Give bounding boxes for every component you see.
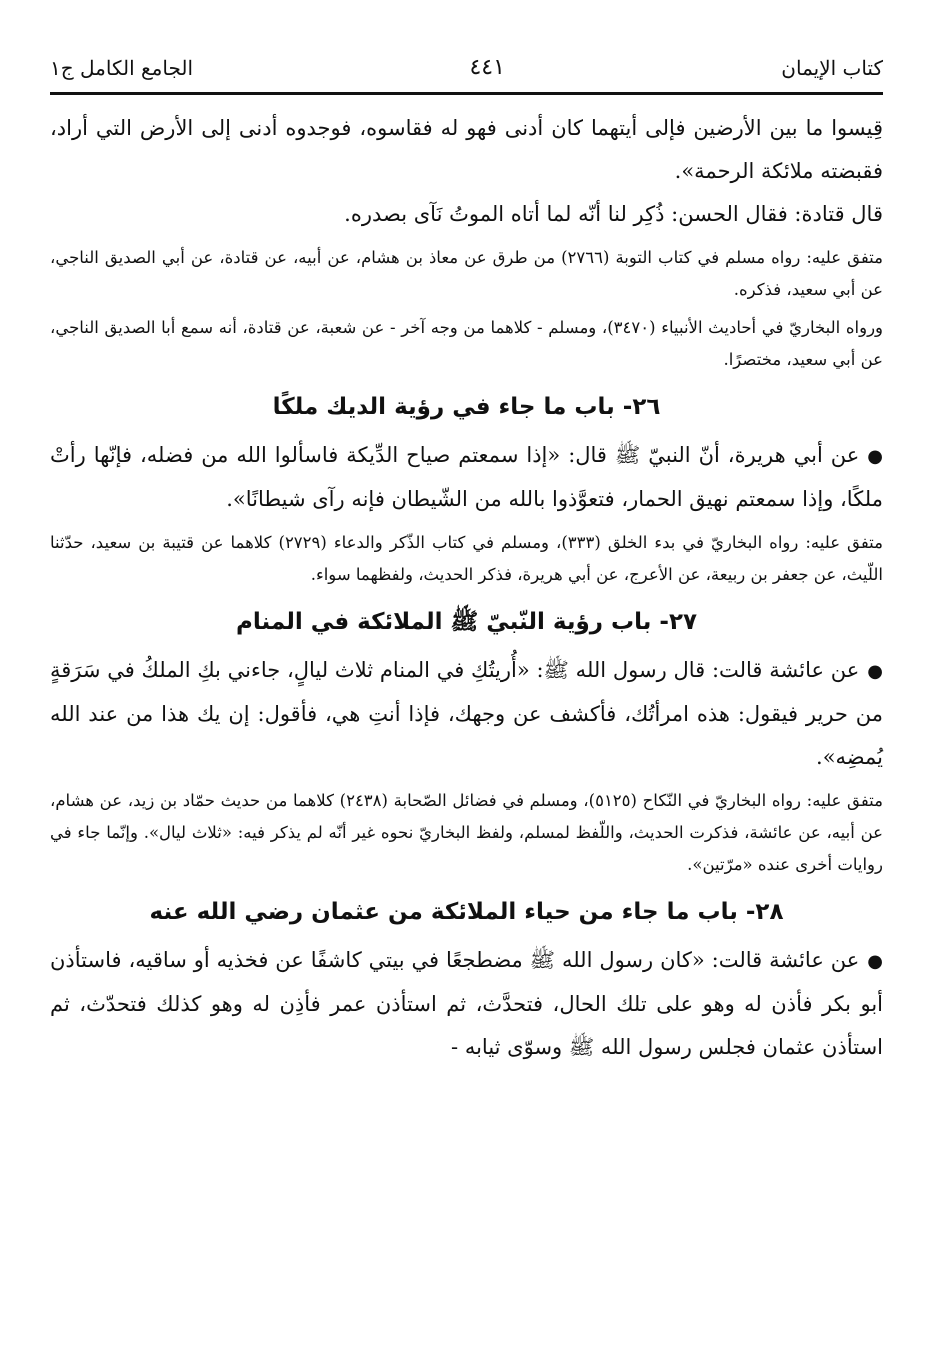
bullet-icon: ● [867, 446, 883, 467]
qatada-remark: قال قتادة: فقال الحسن: ذُكِر لنا أنّه لما أتاه الموتُ نَآى بصدره. [344, 202, 883, 226]
hadith-text: عن أبي هريرة، أنّ النبيّ ﷺ قال: «إذا سمعتم صياح الدِّيكة فاسألوا الله من فضله، فإنّها رأتْ ملكًا، وإذا سمعتم نهيق الحمار، فتعوَّذوا بالله من الشّيطان فإنه رآى شيطانًا». [50, 443, 883, 511]
chapter-heading-27: ٢٧- باب رؤية النّبيّ ﷺ الملائكة في المنام [235, 609, 698, 635]
book-title: كتاب الإيمان [781, 56, 883, 80]
hadith-text: عن عائشة قالت: «كان رسول الله ﷺ مضطجعًا في بيتي كاشفًا عن فخذيه أو ساقيه، فاستأذن أبو بكر فأذن له وهو على تلك الحال، فتحدَّث، ثم استأذن عمر فأذِن له وهو كذلك فتحدّث، ثم استأذن عثمان فجلس رسول الله ﷺ وسوّى ثيابه - [50, 948, 883, 1059]
takhrij-note: متفق عليه: رواه مسلم في كتاب التوبة (٢٧٦٦) من طرق عن معاذ بن هشام، عن أبيه، عن قتادة، عن أبي الصديق الناجي، عن أبي سعيد، فذكره. [50, 248, 883, 299]
hadith-paragraph [50, 939, 883, 1069]
takhrij-note: متفق عليه: رواه البخاريّ في النّكاح (٥١٢٥)، ومسلم في فضائل الصّحابة (٢٤٣٨) كلاهما من حديث حمّاد بن زيد، عن هشام، عن أبيه، عن عائشة، فذكرت الحديث، واللّفظ لمسلم، ولفظ البخاريّ نحوه غير أنّه لم يذكر فيه: «ثلاث ليال». وإنّما جاء في روايات أخرى عنده «مرّتين». [50, 791, 883, 874]
running-header [50, 50, 883, 86]
bullet-icon: ● [867, 661, 883, 682]
hadith-text: عن عائشة قالت: قال رسول الله ﷺ: «أُريتُكِ في المنام ثلاث ليالٍ، جاءني بكِ الملكُ في سَرَقةٍ من حرير فيقول: هذه امرأتُك، فأكشف عن وجهك، فإذا أنتِ هي، فأقول: إن يك هذا من عند الله يُمضِه». [50, 658, 883, 769]
bullet-icon: ● [867, 951, 883, 972]
chapter-heading-28: ٢٨- باب ما جاء من حياء الملائكة من عثمان رضي الله عنه [149, 899, 784, 925]
hadith-paragraph [50, 649, 883, 779]
takhrij-note: ورواه البخاريّ في أحاديث الأنبياء (٣٤٧٠)، ومسلم - كلاهما من وجه آخر - عن شعبة، عن قتادة، أنه سمع أبا الصديق الناجي، عن أبي سعيد، مختصرًا. [50, 318, 884, 369]
page-number: ٤٤١ [469, 55, 505, 80]
document-page [50, 50, 883, 1069]
collection-title: الجامع الكامل ج١ [50, 56, 194, 80]
hadith-paragraph [50, 434, 883, 521]
chapter-heading-26: ٢٦- باب ما جاء في رؤية الديك ملكًا [272, 394, 661, 420]
header-divider [50, 92, 883, 95]
hadith-continuation: قِيسوا ما بين الأرضين فإلى أيتهما كان أدنى فهو له فقاسوه، فوجدوه أدنى إلى الأرض التي أراد، فقبضته ملائكة الرحمة». [50, 116, 883, 183]
takhrij-note: متفق عليه: رواه البخاريّ في بدء الخلق (٣٣٣)، ومسلم في كتاب الذّكر والدعاء (٢٧٢٩) كلاهما عن قتيبة بن سعيد، حدّثنا اللّيث، عن جعفر بن ربيعة، عن الأعرج، عن أبي هريرة، فذكر الحديث، ولفظهما سواء. [50, 533, 883, 584]
